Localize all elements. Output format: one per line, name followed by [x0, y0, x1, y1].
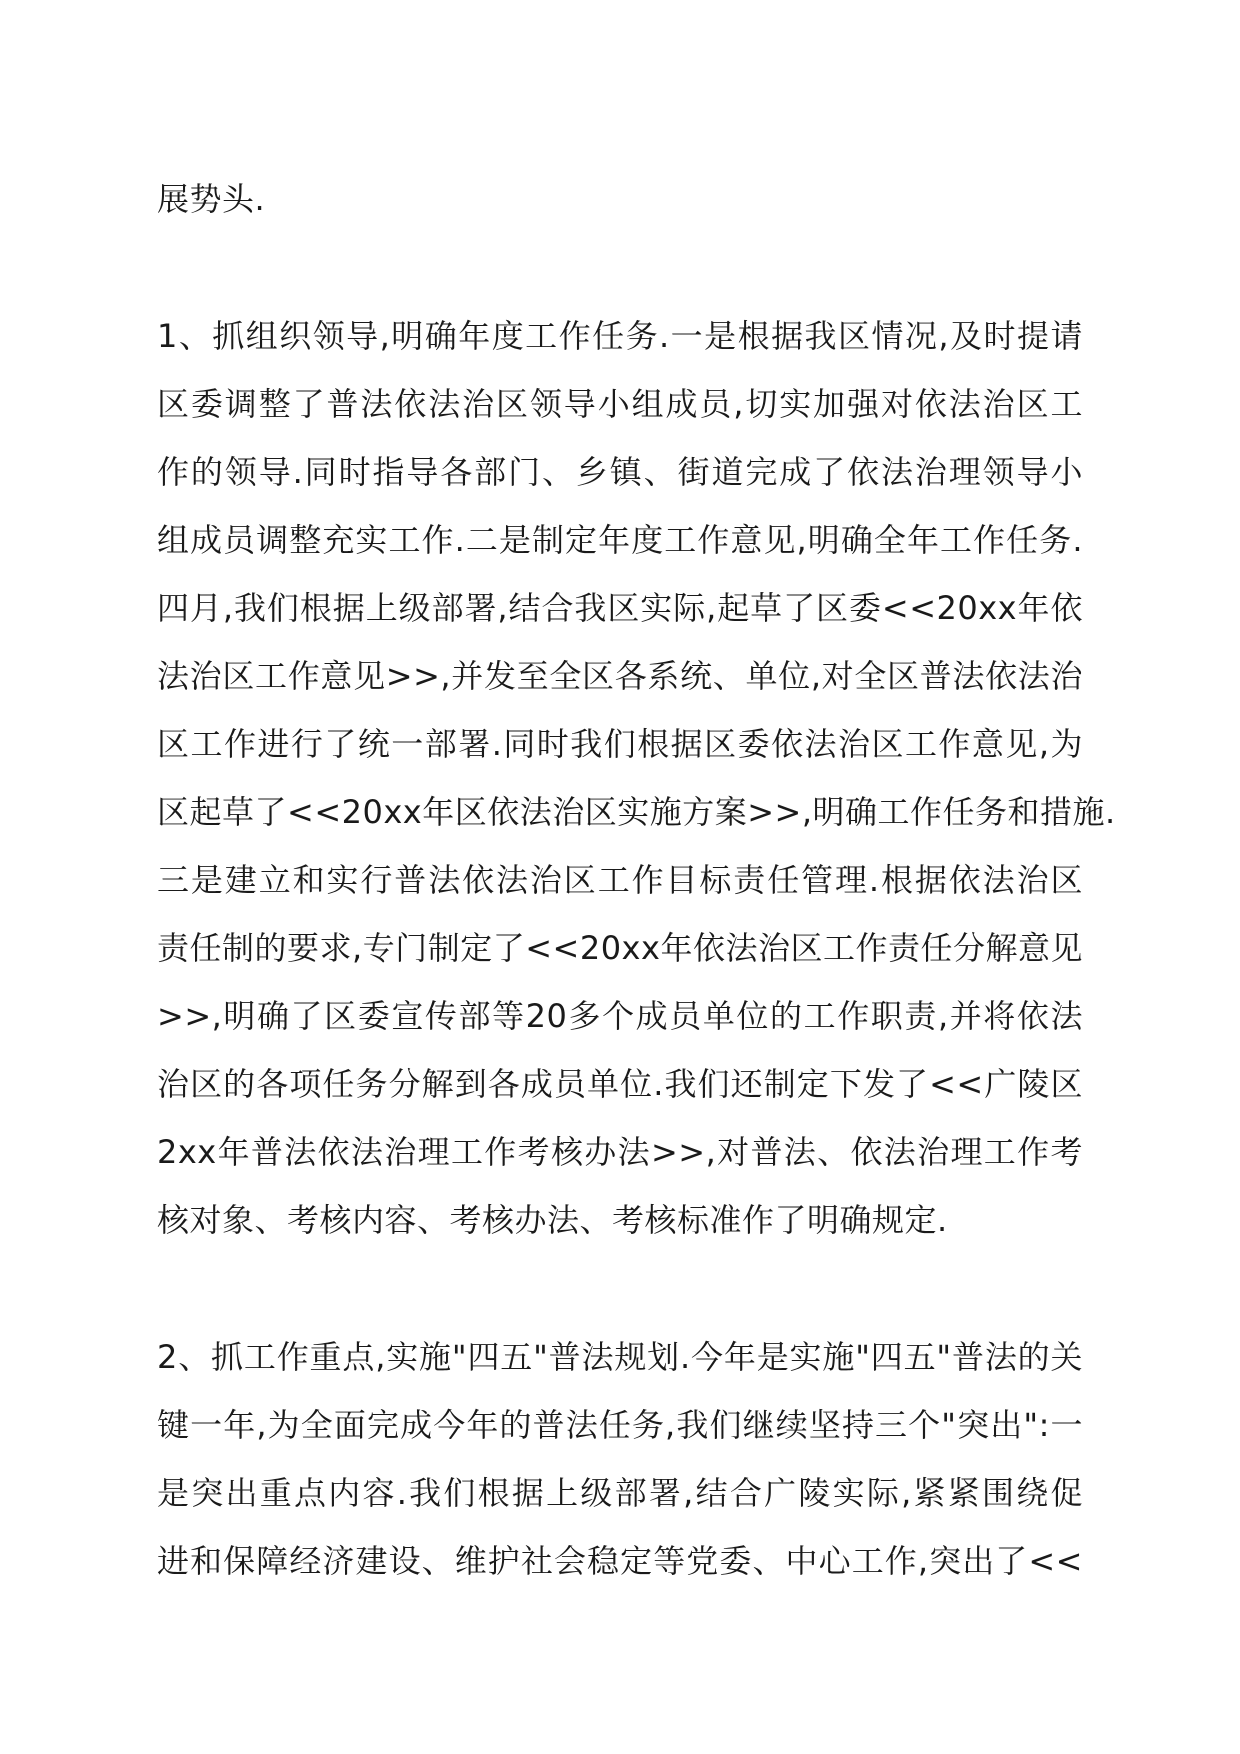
paragraph-line: 四月,我们根据上级部署,结合我区实际,起草了区委<<20xx年依: [157, 589, 1083, 627]
paragraph-line: 2、抓工作重点,实施"四五"普法规划.今年是实施"四五"普法的关: [157, 1338, 1083, 1376]
paragraph-line: 治区的各项任务分解到各成员单位.我们还制定下发了<<广陵区: [157, 1065, 1083, 1103]
paragraph-line: 区委调整了普法依法治区领导小组成员,切实加强对依法治区工: [157, 385, 1083, 423]
paragraph-line: 进和保障经济建设、维护社会稳定等党委、中心工作,突出了<<: [157, 1542, 1083, 1580]
paragraph-line: >>,明确了区委宣传部等20多个成员单位的工作职责,并将依法: [157, 997, 1083, 1035]
paragraph-line: 展势头.: [157, 180, 266, 218]
paragraph-line: 组成员调整充实工作.二是制定年度工作意见,明确全年工作任务.: [157, 521, 1083, 559]
paragraph-line: 区起草了<<20xx年区依法治区实施方案>>,明确工作任务和措施.: [157, 793, 1116, 831]
paragraph-line: 责任制的要求,专门制定了<<20xx年依法治区工作责任分解意见: [157, 929, 1083, 967]
paragraph-line: 键一年,为全面完成今年的普法任务,我们继续坚持三个"突出":一: [157, 1406, 1083, 1444]
paragraph-line: 1、抓组织领导,明确年度工作任务.一是根据我区情况,及时提请: [157, 317, 1083, 355]
paragraph-line: 2xx年普法依法治理工作考核办法>>,对普法、依法治理工作考: [157, 1133, 1083, 1171]
paragraph-line: 法治区工作意见>>,并发至全区各系统、单位,对全区普法依法治: [157, 657, 1083, 695]
paragraph-line: 区工作进行了统一部署.同时我们根据区委依法治区工作意见,为: [157, 725, 1083, 763]
paragraph-line: 核对象、考核内容、考核办法、考核标准作了明确规定.: [157, 1201, 948, 1239]
paragraph-line: 三是建立和实行普法依法治区工作目标责任管理.根据依法治区: [157, 861, 1083, 899]
paragraph-line: 是突出重点内容.我们根据上级部署,结合广陵实际,紧紧围绕促: [157, 1474, 1083, 1512]
paragraph-line: 作的领导.同时指导各部门、乡镇、街道完成了依法治理领导小: [157, 453, 1083, 491]
